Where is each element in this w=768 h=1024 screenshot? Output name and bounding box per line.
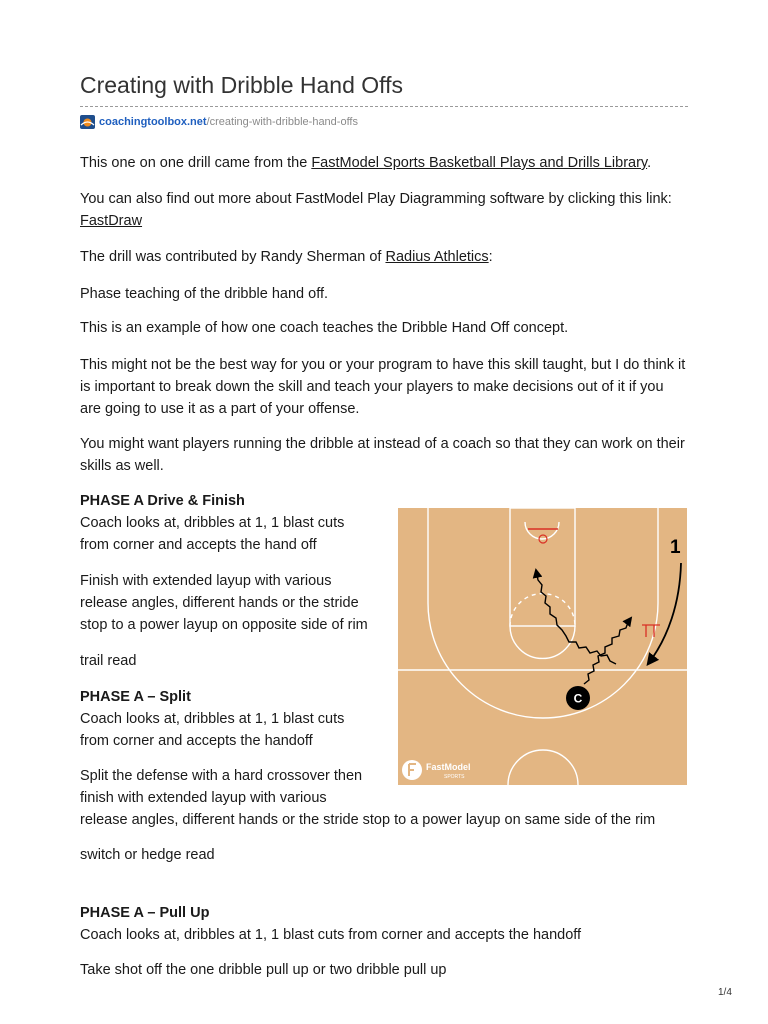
players-paragraph-line-1: You might want players running the dribble at instead of a coach so that they can work on their <box>80 436 685 452</box>
phase-drive-read: trail read <box>80 653 137 669</box>
phase-split-finish-1: Split the defense with a hard crossover then <box>80 768 363 784</box>
phase-split-line-2: from corner and accepts the handoff <box>80 733 313 749</box>
fastdraw-link[interactable]: FastDraw <box>80 213 143 229</box>
page-number: 1/4 <box>718 987 732 998</box>
phase-split-heading: PHASE A – Split <box>80 689 191 705</box>
phase-drive-line-1: Coach looks at, dribbles at 1, 1 blast cuts <box>80 515 345 531</box>
phase-split-line-1: Coach looks at, dribbles at 1, 1 blast cuts <box>80 711 345 727</box>
phase-drive-finish-2: release angles, different hands or the stride <box>80 595 359 611</box>
source-line[interactable] <box>80 115 358 129</box>
intro-text: This one on one drill came from the <box>80 155 312 171</box>
skill-paragraph-line-1: This might not be the best way for you or your program to have this skill taught, but I do think it <box>80 357 686 373</box>
page-title: Creating with Dribble Hand Offs <box>80 72 403 98</box>
fastmodel-brand-subtext: SPORTS <box>444 774 465 780</box>
example-paragraph: This is an example of how one coach teaches the Dribble Hand Off concept. <box>80 320 569 336</box>
intro-paragraph <box>80 152 700 175</box>
skill-paragraph-line-2: is important to break down the skill and teach your players to make decisions out of it if you <box>80 379 664 395</box>
source-path[interactable]: /creating-with-dribble-hand-offs <box>206 116 358 128</box>
radius-athletics-link[interactable]: Radius Athletics <box>385 249 489 265</box>
court-diagram <box>398 508 687 785</box>
contributor-text: The drill was contributed by Randy Sherman of <box>80 249 386 265</box>
source-domain[interactable]: coachingtoolbox.net <box>99 116 207 128</box>
contributor-colon: : <box>488 249 493 265</box>
fastmodel-brand-text: FastModel <box>426 762 471 772</box>
phase-pullup-line-1: Coach looks at, dribbles at 1, 1 blast cuts from corner and accepts the handoff <box>80 927 582 943</box>
fastdraw-text: You can also find out more about FastModel Play Diagramming software by clicking this link: <box>80 191 672 207</box>
phase-split-finish-2: finish with extended layup with various <box>80 790 327 806</box>
players-paragraph-line-2: skills as well. <box>80 458 164 474</box>
phase-pullup-heading: PHASE A – Pull Up <box>80 905 210 921</box>
skill-paragraph-line-3: are going to use it as a part of your offense. <box>80 401 360 417</box>
fastdraw-paragraph <box>80 188 700 211</box>
site-logo-icon <box>80 115 95 129</box>
court-floor <box>398 508 687 785</box>
contributor-paragraph <box>80 246 700 269</box>
library-link[interactable]: FastModel Sports Basketball Plays and Drills Library <box>311 155 648 171</box>
coach-label: C <box>573 691 583 706</box>
phase-drive-finish-3: stop to a power layup on opposite side of rim <box>80 617 368 633</box>
phase-split-finish-3: release angles, different hands or the stride stop to a power layup on same side of the rim <box>80 812 656 828</box>
phase-drive-line-2: from corner and accepts the hand off <box>80 537 317 553</box>
phase-split-read: switch or hedge read <box>80 847 215 863</box>
intro-period: . <box>647 155 652 171</box>
phase-drive-heading: PHASE A Drive & Finish <box>80 493 245 509</box>
fastdraw-link-line <box>80 210 700 233</box>
player-1-label: 1 <box>670 537 681 558</box>
phase-drive-finish-1: Finish with extended layup with various <box>80 573 332 589</box>
phase-teaching-paragraph: Phase teaching of the dribble hand off. <box>80 286 329 302</box>
phase-pullup-line-2: Take shot off the one dribble pull up or two dribble pull up <box>80 962 447 978</box>
title-divider <box>80 106 688 107</box>
